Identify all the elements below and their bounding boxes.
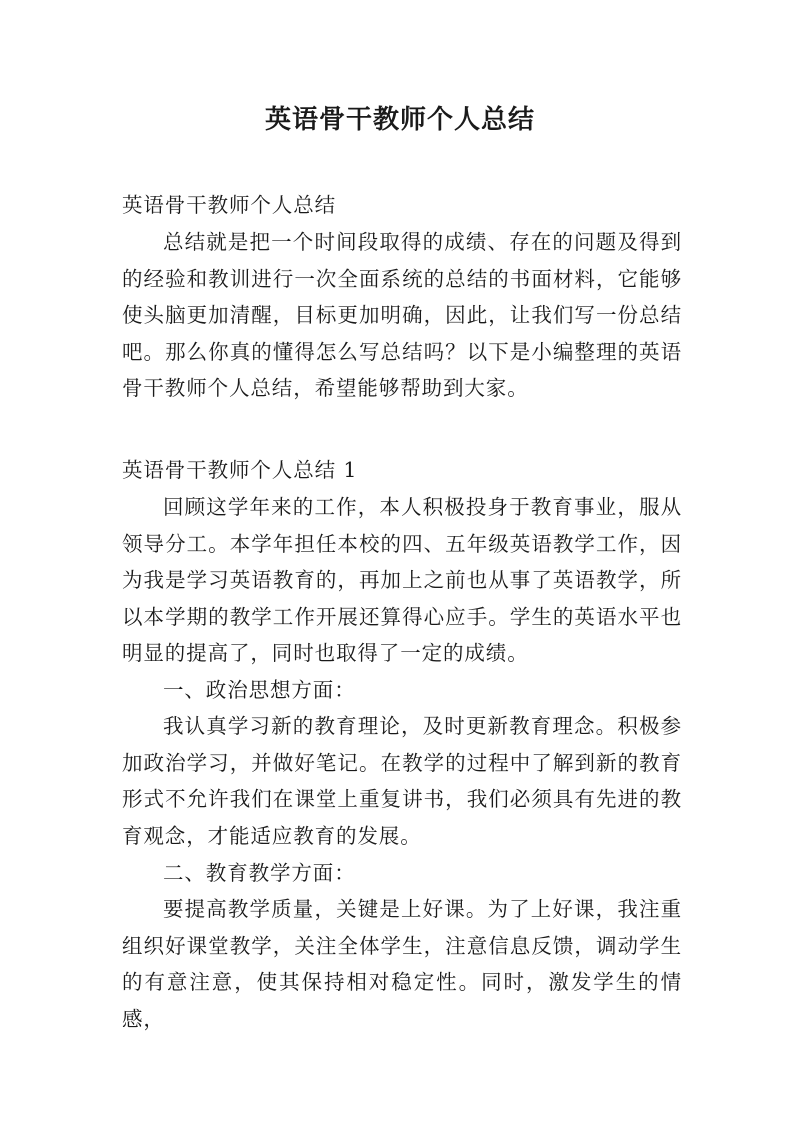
section-1-heading: 英语骨干教师个人总结 1	[122, 458, 358, 482]
politics-paragraph: 我认真学习新的教育理论，及时更新教育理念。积极参加政治学习，并做好笔记。在教学的过程中了解到新的教育形式不允许我们在课堂上重复讲书，我们必须具有先进的教育观念，才能适应教育的发展。	[122, 714, 682, 848]
teaching-paragraph: 要提高教学质量，关键是上好课。为了上好课，我注重组织好课堂教学，关注全体学生，注意信息反馈，调动学生的有意注意，使其保持相对稳定性。同时，激发学生的情感，	[122, 897, 682, 1031]
subheading-politics: 一、政治思想方面：	[163, 678, 356, 702]
subheading-teaching: 二、教育教学方面：	[163, 861, 356, 885]
section-1-paragraph: 回顾这学年来的工作，本人积极投身于教育事业，服从领导分工。本学年担任本校的四、五年级英语教学工作，因为我是学习英语教育的，再加上之前也从事了英语教学，所以本学期的教学工作开展还算得心应手。学生的英语水平也明显的提高了，同时也取得了一定的成绩。	[122, 495, 682, 665]
intro-heading: 英语骨干教师个人总结	[122, 193, 336, 217]
intro-paragraph: 总结就是把一个时间段取得的成绩、存在的问题及得到的经验和教训进行一次全面系统的总结的书面材料，它能够使头脑更加清醒，目标更加明确，因此，让我们写一份总结吧。那么你真的懂得怎么写总结吗？以下是小编整理的英语骨干教师个人总结，希望能够帮助到大家。	[122, 230, 682, 400]
document-title: 英语骨干教师个人总结	[264, 105, 535, 135]
